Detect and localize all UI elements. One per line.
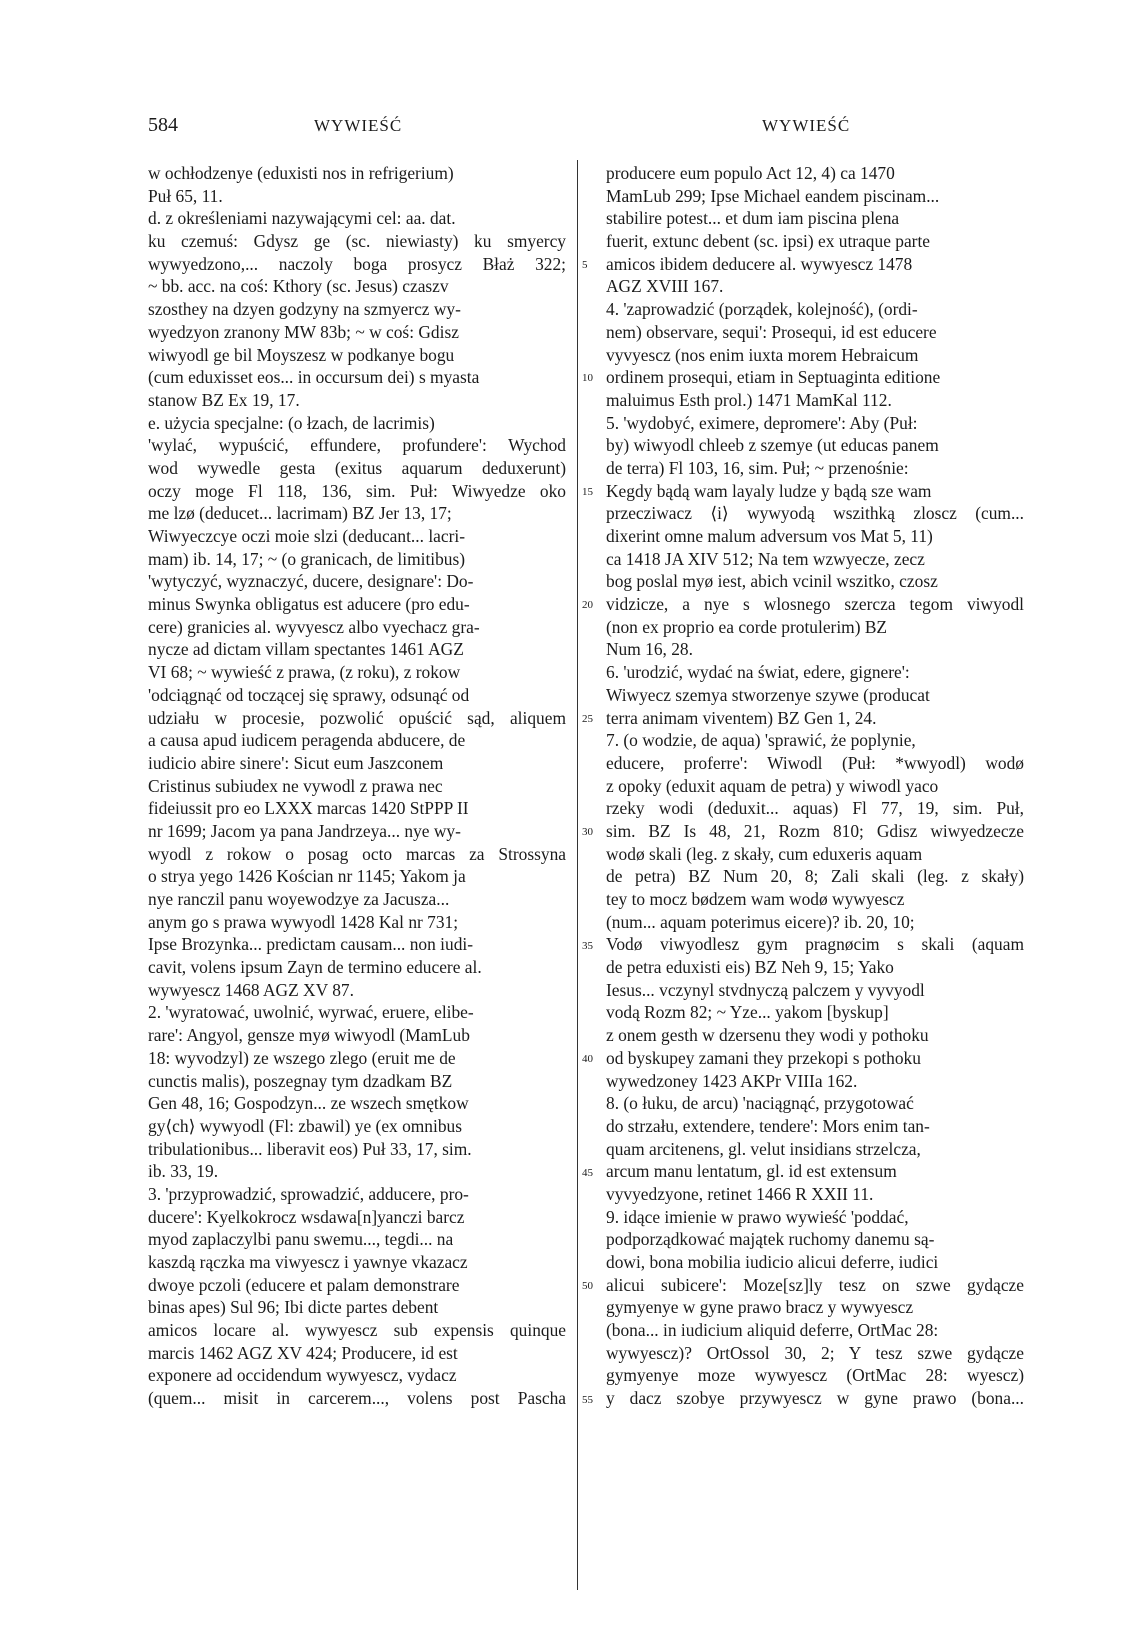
text-line: nycze ad dictam villam spectantes 1461 AGZ [148,639,464,660]
text-line: wyedzyon zranony MW 83b; ~ w coś: Gdisz [148,321,459,342]
text-line: ib. 33, 19. [148,1161,219,1182]
text-line: Kegdy bądą wam layaly ludze y bądą sze wam [606,480,932,501]
right-column [606,162,1024,1410]
text-line: Wiwyecz szemya stworzenye szywe (producat [606,684,930,705]
line-number: 20 [582,599,593,612]
text-line: z opoky (eduxit aquam de petra) y wiwodl yaco [606,775,939,796]
text-line: a causa apud iudicem peragenda abducere, de [148,730,466,751]
left-column [148,162,566,1410]
text-line: wodø skali (leg. z skały, cum eduxeris aquam [606,843,923,864]
text-line: minus Swynka obligatus est aducere (pro edu- [148,594,470,615]
text-line: stanow BZ Ex 19, 17. [148,389,300,410]
text-line: ku czemuś: Gdysz ge (sc. niewiasty) ku smyercy [148,231,566,252]
text-line: udziału w procesie, pozwolić opuścić sąd, aliquem [148,707,566,728]
line-number: 5 [582,258,588,271]
text-line: by) wiwyodl chleeb z szemye (ut educas panem [606,435,939,456]
text-line: educere, proferre': Wiwodl (Puł: *wwyodl) wodø [606,752,1024,773]
text-line: de petra) BZ Num 20, 8; Zali skali (leg. z skały) [606,866,1024,887]
text-line: amicos locare al. wywyescz sub expensis quinque [148,1320,566,1341]
text-line: dowi, bona mobilia iudicio alicui deferre, iudici [606,1252,939,1272]
text-line: vodą Rozm 82; ~ Yze... yakom [byskup] [606,1002,889,1023]
text-line: terra animam viventem) BZ Gen 1, 24. [606,707,877,728]
text-line: oczy moge Fl 118, 136, sim. Puł: Wiwyedze oko [148,480,566,501]
text-line: 4. 'zaprowadzić (porządek, kolejność), (ordi- [606,299,918,320]
text-line: wywedzoney 1423 AKPr VIIIa 162. [606,1070,858,1091]
text-line: szosthey na dzyen godzyny na szmyercz wy- [148,299,461,320]
line-number: 55 [582,1393,593,1406]
text-line: gy⟨ch⟩ wywyodl (Fl: zbawil) ye (ex omnibus [148,1115,462,1136]
text-line: d. z określeniami nazywającymi cel: aa. dat. [148,208,456,229]
text-line: me lzø (deducet... lacrimam) BZ Jer 13, 17; [148,503,452,524]
text-line: 3. 'przyprowadzić, sprowadzić, adducere, pro- [148,1183,469,1204]
text-line: gymyenye w gyne prawo bracz y wywyescz [606,1297,914,1318]
text-line: fuerit, extunc debent (sc. ipsi) ex utraque parte [606,231,931,252]
text-line: Wiwyeczcye oczi moie slzi (deducant... lacri- [148,526,466,546]
text-line: fideiussit pro eo LXXX marcas 1420 StPPP II [148,798,469,819]
text-line: do strzału, extendere, tendere': Mors enim tan- [606,1115,930,1136]
text-line: 2. 'wyratować, uwolnić, wyrwać, eruere, elibe- [148,1002,474,1023]
text-line: marcis 1462 AGZ XV 424; Producere, id est [148,1342,458,1363]
text-line: Ipse Brozynka... predictam causam... non iudi- [148,934,474,955]
text-line: (cum eduxisset eos... in occursum dei) s myasta [148,367,480,388]
line-number: 45 [582,1166,593,1179]
text-line: wywyescz)? OrtOssol 30, 2; Y tesz szwe gydącze [606,1342,1024,1363]
text-line: kaszdą rączka ma viwyescz i yawnye vkazacz [148,1252,468,1272]
text-line: vidzicze, a nye s wlosnego szercza tegom viwyodl [606,594,1024,615]
text-line: Gen 48, 16; Gospodzyn... ze wszech smętkow [148,1093,469,1114]
text-line: binas apes) Sul 96; Ibi dicte partes debent [148,1297,439,1318]
text-line: Cristinus subiudex ne vywodl z prawa nec [148,775,443,796]
text-line: wod wywedle gesta (exitus aquarum deduxerunt) [148,457,566,478]
line-number: 30 [582,826,593,839]
text-line: Iesus... vczynyl stvdnyczą palczem y vyvyodl [606,979,925,1000]
line-number: 10 [582,372,593,385]
text-line: cunctis malis), poszegnay tym dzadkam BZ [148,1070,453,1091]
text-line: 9. idące imienie w prawo wywieść 'poddać, [606,1206,909,1227]
text-line: Num 16, 28. [606,639,693,660]
text-line: w ochłodzenye (eduxisti nos in refrigerium) [148,163,454,183]
running-head-right: WYWIEŚĆ [762,116,851,135]
text-line: amicos ibidem deducere al. wywyescz 1478 [606,253,913,274]
text-line: vyvyedzyone, retinet 1466 R XXII 11. [606,1183,874,1204]
text-line: wywyescz 1468 AGZ XV 87. [148,979,354,1000]
text-line: (num... aquam poterimus eicere)? ib. 20, 10; [606,911,915,932]
text-line: alicui subicere': Moze[sz]ly tesz on szwe gydącze [606,1274,1024,1295]
text-line: tey to mocz bødzem wam wodø wywyescz [606,889,905,909]
text-line: 18: wyvodzyl) ze wszego zlego (eruit me de [148,1047,456,1068]
text-line: vyvyescz (nos enim iuxta morem Hebraicum [606,344,919,365]
text-line: 'wylać, wypuścić, effundere, profundere': Wychod [148,435,566,456]
text-line: z onem gesth w dzersenu they wodi y pothoku [606,1025,929,1046]
text-line: 6. 'urodzić, wydać na świat, edere, gignere': [606,662,910,683]
line-number: 35 [582,939,593,952]
text-line: od byskupey zamani they przekopi s pothoku [606,1047,921,1068]
text-line: rare': Angyol, gensze myø wiwyodl (MamLub [148,1025,470,1046]
text-line: myod zaplaczylbi panu swemu..., tegdi... na [148,1229,454,1250]
text-line: quam arcitenens, gl. velut insidians strzelcza, [606,1138,921,1159]
text-line: mam) ib. 14, 17; ~ (o granicach, de limitibus) [148,548,466,569]
text-line: rzeky wodi (deduxit... aquas) Fl 77, 19, sim. Puł, [606,798,1024,819]
text-line: dixerint omne malum adversum vos Mat 5, 11) [606,526,933,546]
text-line: 8. (o łuku, de arcu) 'naciągnąć, przygotować [606,1093,914,1114]
text-line: bog poslal myø iest, abich vcinil wszitko, czosz [606,571,938,592]
text-line: dwoye pczoli (educere et palam demonstrare [148,1274,460,1295]
text-line: de petra eduxisti eis) BZ Neh 9, 15; Yako [606,957,894,978]
text-line: MamLub 299; Ipse Michael eandem piscinam... [606,185,940,206]
text-line: exponere ad occidendum wywyescz, vydacz [148,1365,457,1386]
line-number: 50 [582,1280,593,1293]
text-line: Vodø viwyodlesz gym pragnøcim s skali (aquam [606,934,1024,955]
text-line: maluimus Esth prol.) 1471 MamKal 112. [606,389,892,410]
text-line: 'odciągnąć od toczącej się sprawy, odsunąć od [148,684,470,705]
text-line: przecziwacz ⟨i⟩ wywyodą wszithką zloscz (cum... [606,503,1024,524]
text-line: cavit, volens ipsum Zayn de termino educere al. [148,957,482,978]
text-line: (non ex proprio ea corde protulerim) BZ [606,616,888,637]
text-line: ducere': Kyelkokrocz wsdawa[n]yanczi barcz [148,1206,465,1227]
text-line: de terra) Fl 103, 16, sim. Puł; ~ przenośnie: [606,457,909,478]
text-line: nye ranczil panu woyewodzye za Jacusza... [148,889,450,909]
text-line: cere) granicies al. wyvyescz albo vyechacz gra- [148,616,480,637]
text-line: wywyedzono,... naczoly boga prosycz Błaż 322; [148,253,566,274]
text-line: nem) observare, sequi': Prosequi, id est educere [606,321,937,342]
text-line: ca 1418 JA XIV 512; Na tem wzwyecze, zecz [606,548,925,569]
text-line: sim. BZ Is 48, 21, Rozm 810; Gdisz wiwyedzecze [606,820,1024,841]
text-line: o strya yego 1426 Kościan nr 1145; Yakom ja [148,866,466,887]
text-line: AGZ XVIII 167. [606,276,724,297]
text-line: ~ bb. acc. na coś: Kthory (sc. Jesus) czaszv [148,276,449,297]
text-line: nr 1699; Jacom ya pana Jandrzeya... nye wy- [148,820,461,841]
text-line: 7. (o wodzie, de aqua) 'sprawić, że poplynie, [606,730,916,751]
text-line: wiwyodl ge bil Moyszesz w podkanye bogu [148,344,455,365]
text-line: 'wytyczyć, wyznaczyć, ducere, designare': Do- [148,571,474,592]
text-line: VI 68; ~ wywieść z prawa, (z roku), z rokow [148,662,461,683]
text-line: anym go s prawa wywyodl 1428 Kal nr 731; [148,911,459,932]
text-line: (quem... misit in carcerem..., volens post Pascha [148,1388,566,1409]
text-line: 5. 'wydobyć, eximere, depromere': Aby (Puł: [606,412,918,433]
text-line: (bona... in iudicium aliquid deferre, OrtMac 28: [606,1320,939,1341]
text-line: stabilire potest... et dum iam piscina plena [606,208,900,229]
page-number: 584 [148,114,178,136]
text-line: iudicio abire sinere': Sicut eum Jaszconem [148,752,444,773]
text-line: gymyenye moze wywyescz (OrtMac 28: wyescz) [606,1365,1024,1386]
column-divider [577,160,578,1590]
line-number: 15 [582,485,593,498]
text-line: producere eum populo Act 12, 4) ca 1470 [606,163,895,183]
line-number: 25 [582,712,593,725]
text-line: e. użycia specjalne: (o łzach, de lacrimis) [148,412,435,433]
text-line: tribulationibus... liberavit eos) Puł 33, 17, sim. [148,1138,472,1159]
text-line: wyodl z rokow o posag octo marcas za Strossyna [148,843,566,864]
running-head-left: WYWIEŚĆ [314,116,403,135]
line-number: 40 [582,1053,593,1066]
text-line: arcum manu lentatum, gl. id est extensum [606,1161,897,1182]
text-line: y dacz szobye przywyescz w gyne prawo (bona... [606,1388,1024,1409]
text-line: podporządkować majątek ruchomy danemu są- [606,1229,935,1250]
text-line: ordinem prosequi, etiam in Septuaginta editione [606,367,941,388]
text-line: Puł 65, 11. [148,185,223,206]
